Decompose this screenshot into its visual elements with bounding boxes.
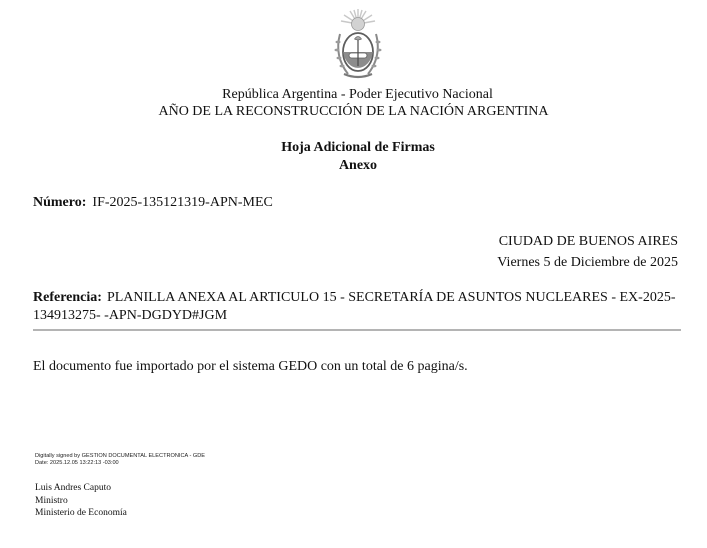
signer-block bbox=[35, 482, 127, 520]
signer-office: Ministerio de Economía bbox=[35, 508, 127, 518]
document-date: Viernes 5 de Diciembre de 2025 bbox=[497, 255, 678, 270]
coat-of-arms-icon bbox=[330, 8, 386, 82]
digital-signature-signer: Digitally signed by GESTION DOCUMENTAL ELECTRONICA - GDE bbox=[35, 453, 206, 459]
reference-label: Referencia: bbox=[33, 290, 102, 305]
document-number bbox=[33, 194, 273, 212]
reference-value: PLANILLA ANEXA AL ARTICULO 15 - SECRETARÍA DE ASUNTOS NUCLEARES - EX-2025-134913275- -APN-DGDYD#JGM bbox=[33, 290, 676, 323]
document-number-value: IF-2025-135121319-APN-MEC bbox=[92, 195, 273, 210]
header-year-motto: AÑO DE LA RECONSTRUCCIÓN DE LA NACIÓN ARGENTINA bbox=[158, 104, 549, 119]
header-republic-line: República Argentina - Poder Ejecutivo Nacional bbox=[222, 87, 493, 102]
document-subtitle: Anexo bbox=[338, 158, 378, 173]
signer-name: Luis Andres Caputo bbox=[35, 483, 111, 493]
body-text: El documento fue importado por el sistema GEDO con un total de 6 pagina/s. bbox=[33, 359, 468, 374]
document-number-label: Número: bbox=[33, 195, 87, 210]
digital-signature-date: Date: 2025.12.05 13:22:13 -03:00 bbox=[35, 460, 119, 466]
divider bbox=[33, 329, 681, 331]
reference bbox=[33, 289, 683, 325]
place-city: CIUDAD DE BUENOS AIRES bbox=[498, 234, 678, 249]
signer-role: Ministro bbox=[35, 495, 68, 506]
digital-signature-block bbox=[35, 453, 205, 467]
document-title: Hoja Adicional de Firmas bbox=[281, 140, 435, 155]
